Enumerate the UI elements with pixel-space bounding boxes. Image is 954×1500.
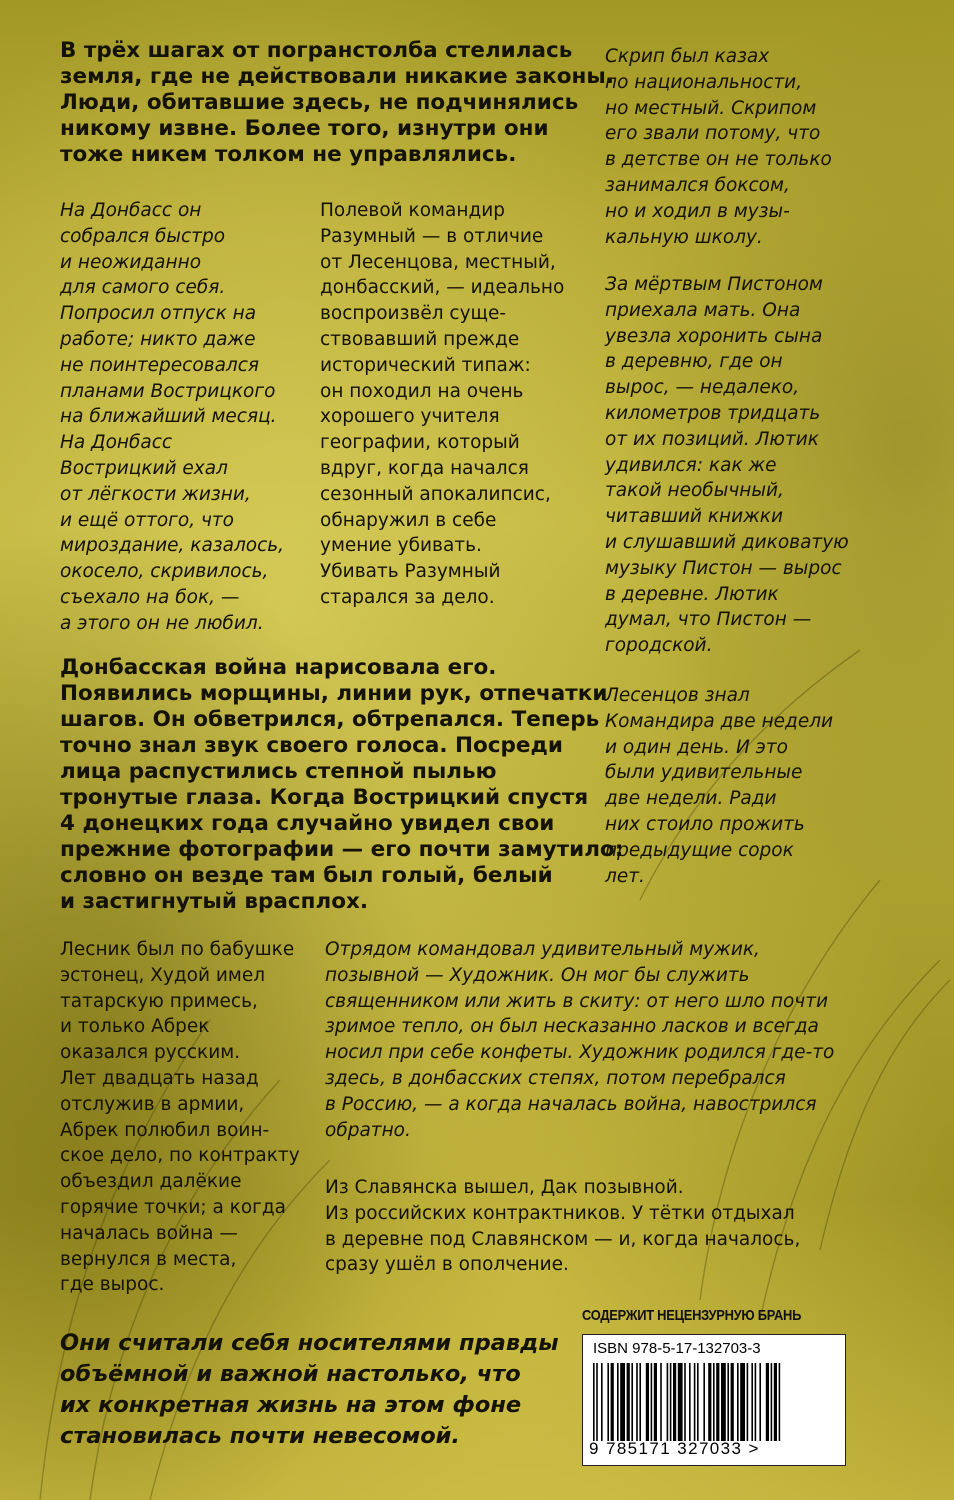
barcode-bar [651,1363,653,1441]
text-line: сезонный апокалипсис, [320,483,551,505]
text-line: хорошего учителя [320,406,500,428]
barcode-bar [678,1363,683,1441]
text-line: географии, который [320,432,520,454]
text-line: и ещё оттого, что [60,509,234,531]
text-line: сразу ушёл в ополчение. [325,1254,569,1276]
text-line: оказался русским. [60,1042,241,1064]
text-line: думал, что Пистон — [605,609,812,631]
text-line: в деревню, где он [605,351,783,373]
barcode-bar [779,1363,781,1441]
barcode-bar [627,1363,630,1441]
text-line: зримое тепло, он был несказанно ласков и всегда [325,1016,819,1038]
lesnik-paragraph [60,937,300,1298]
isbn-label: ISBN 978-5-17-132703-3 [593,1340,761,1357]
text-line: умение убивать. [320,535,482,557]
text-line: в деревне под Славянском — и, когда началось, [325,1228,801,1250]
profanity-warning-label: СОДЕРЖИТ НЕЦЕНЗУРНУЮ БРАНЬ [582,1307,802,1324]
text-line: Они считали себя носителями правды [60,1330,559,1356]
barcode-bar [740,1363,745,1441]
text-line: и застигнутый врасплох. [60,889,369,914]
barcode-bar [670,1363,672,1441]
text-line: шагов. Он обветрился, обтрепался. Теперь [60,707,600,732]
barcode-bar [596,1363,598,1441]
text-line: На Донбасс [60,432,173,454]
khudozhnik-paragraph [325,937,834,1143]
text-line: мироздание, казалось, [60,535,285,557]
text-line: от лёгкости жизни, [60,483,251,505]
text-line: На Донбасс он [60,200,202,221]
text-line: лица распустились степной пылью [60,759,497,784]
text-line: 4 донецких года случайно увидел свои [60,811,555,836]
text-line: Скрип был казах [605,46,770,67]
isbn-barcode-block [582,1334,846,1466]
text-line: две недели. Ради [605,788,777,810]
text-line: старался за дело. [320,586,495,608]
text-line: собрался быстро [60,225,226,247]
text-line: обратно. [325,1119,411,1141]
text-line: Попросил отпуск на [60,303,257,325]
text-line: съехало на бок, — [60,586,240,608]
barcode-image [593,1363,813,1441]
barcode-bar [755,1363,757,1441]
text-line: работе; никто даже [60,328,256,350]
barcode-bar [646,1363,649,1441]
barcode-bar [771,1363,773,1441]
text-line: в деревне. Лютик [605,583,779,605]
text-line: носил при себе конфеты. Художник родился где-то [325,1042,835,1064]
text-line: где вырос. [60,1274,165,1296]
barcode-bar [727,1363,729,1441]
text-line: городской. [605,635,713,657]
text-line: километров тридцать [605,402,821,424]
barcode-bar [731,1363,734,1441]
text-line: Из российских контрактников. У тётки отдыхал [325,1202,795,1224]
text-line: В трёх шагах от погранстолба стелилась [60,38,573,63]
text-line: Люди, обитавшие здесь, не подчинялись [60,90,579,115]
text-line: тронутые глаза. Когда Вострицкий спустя [60,785,589,810]
text-line: отслужив в армии, [60,1093,245,1115]
text-line: горячие точки; а когда [60,1196,287,1218]
text-line: вдруг, когда начался [320,457,529,479]
text-line: прежние фотографии — его почти замутило: [60,837,624,862]
text-line: вырос, — недалеко, [605,377,800,399]
piston-paragraph [605,272,849,659]
text-line: были удивительные [605,762,803,784]
barcode-bar [601,1363,603,1441]
text-line: исторический типаж: [320,354,531,376]
text-line: и неожиданно [60,251,202,273]
text-line: удивился: как же [605,454,777,476]
text-line: Убивать Разумный [320,561,501,583]
text-line: читавший книжки [605,506,783,528]
barcode-bar [737,1363,739,1441]
text-line: здесь, в донбасских степях, потом перебрался [325,1067,786,1089]
text-line: ское дело, по контракту [60,1145,300,1167]
text-line: словно он везде там был голый, белый [60,863,553,888]
text-line: Появились морщины, линии рук, отпечатки [60,681,608,706]
isbn-digits: 9 785171 327033 > [589,1439,760,1458]
barcode-bar [703,1363,705,1441]
text-line: и только Абрек [60,1016,210,1038]
barcode-bar [708,1363,711,1441]
text-line: в детстве он не только [605,149,832,171]
text-line: обнаружил в себе [320,509,497,531]
barcode-bar [689,1363,691,1441]
lesentsov-paragraph [605,683,833,889]
text-line: Вострицкий ехал [60,457,228,479]
barcode-bar [673,1363,676,1441]
barcode-bar [611,1363,614,1441]
text-line: и один день. И это [605,736,788,758]
text-line: ствовавший прежде [320,328,520,350]
barcode-bar [694,1363,696,1441]
text-line: от Лесенцова, местный, [320,251,556,273]
text-line: на ближайший месяц. [60,406,277,428]
vostritsky-paragraph [60,198,284,637]
barcode-bar [697,1363,699,1441]
text-line: Абрек полюбил воин- [60,1119,270,1141]
text-line: от их позиций. Лютик [605,428,819,450]
closing-quote [60,1328,559,1452]
barcode-bar [593,1363,595,1441]
text-line: вернулся в места, [60,1248,237,1270]
text-line: по национальности, [605,71,803,93]
barcode-bar [716,1363,719,1441]
text-line: приехала мать. Она [605,299,801,321]
text-line: объёмной и важной настолько, что [60,1361,521,1387]
text-line: началась война — [60,1222,238,1244]
barcode-bar [751,1363,753,1441]
text-line: кальную школу. [605,226,763,248]
text-line: тоже никем толком не управлялись. [60,142,517,167]
text-line: Лет двадцать назад [60,1067,259,1089]
barcode-bar [766,1363,769,1441]
text-line: но местный. Скрипом [605,97,817,119]
donbass-war-bold-paragraph [60,655,623,915]
text-line: объездил далёкие [60,1171,242,1193]
text-line: священником или жить в скиту: от него шло почти [325,990,829,1012]
text-line: предыдущие сорок [605,839,794,861]
text-line: земля, где не действовали никакие законы. [60,64,615,89]
razumny-paragraph [320,198,564,611]
intro-bold-paragraph [60,38,614,168]
skrip-paragraph [605,44,832,250]
barcode-bar [607,1363,609,1441]
barcode-bar [667,1363,669,1441]
barcode-bar [631,1363,633,1441]
barcode-bar [617,1363,619,1441]
text-line: такой необычный, [605,480,784,502]
text-line: его звали потому, что [605,123,821,145]
barcode-bar [684,1363,686,1441]
text-line: но и ходил в музы- [605,200,790,222]
text-line: донбасский, — идеально [320,277,565,299]
text-line: Лесник был по бабушке [60,939,295,960]
text-line: Отрядом командовал удивительный мужик, [325,939,760,960]
text-line: Разумный — в отличие [320,225,544,247]
text-line: а этого он не любил. [60,612,264,634]
text-line: лет. [605,865,645,887]
text-line: увезла хоронить сына [605,325,823,347]
text-line: занимался боксом, [605,174,790,196]
text-line: становилась почти невесомой. [60,1423,460,1449]
text-line: позывной — Художник. Он мог бы служить [325,964,750,986]
text-line: Донбасская война нарисовала его. [60,655,497,680]
text-line: для самого себя. [60,277,226,299]
barcode-bar [721,1363,726,1441]
dak-paragraph [325,1175,800,1278]
text-line: Из Славянска вышел, Дак позывной. [325,1177,684,1198]
text-line: эстонец, Худой имел [60,964,266,986]
barcode-bar [774,1363,777,1441]
text-line: Полевой командир [320,200,505,221]
text-line: Командира две недели [605,710,834,732]
text-line: точно знал звук своего голоса. Посреди [60,733,563,758]
text-line: окосело, скривилось, [60,561,269,583]
text-line: музыку Пистон — вырос [605,557,842,579]
barcode-bar [759,1363,761,1441]
text-line: никому извне. Более того, изнутри они [60,116,549,141]
text-line: их конкретная жизнь на этом фоне [60,1392,522,1418]
text-line: Лесенцов знал [605,685,750,706]
text-line: воспроизвёл суще- [320,303,507,325]
text-line: не поинтересовался [60,354,260,376]
barcode-bar [636,1363,638,1441]
text-line: татарскую примесь, [60,990,258,1012]
text-line: них стоило прожить [605,813,805,835]
text-line: За мёртвым Пистоном [605,274,823,295]
barcode-bar [654,1363,657,1441]
barcode-bar [713,1363,715,1441]
barcode-bar [639,1363,641,1441]
text-line: в Россию, — а когда началась война, навострился [325,1093,817,1115]
text-line: планами Вострицкого [60,380,276,402]
barcode-bar [660,1363,662,1441]
text-line: и слушавший диковатую [605,531,849,553]
barcode-bar [747,1363,749,1441]
barcode-bar [620,1363,625,1441]
text-line: он походил на очень [320,380,524,402]
